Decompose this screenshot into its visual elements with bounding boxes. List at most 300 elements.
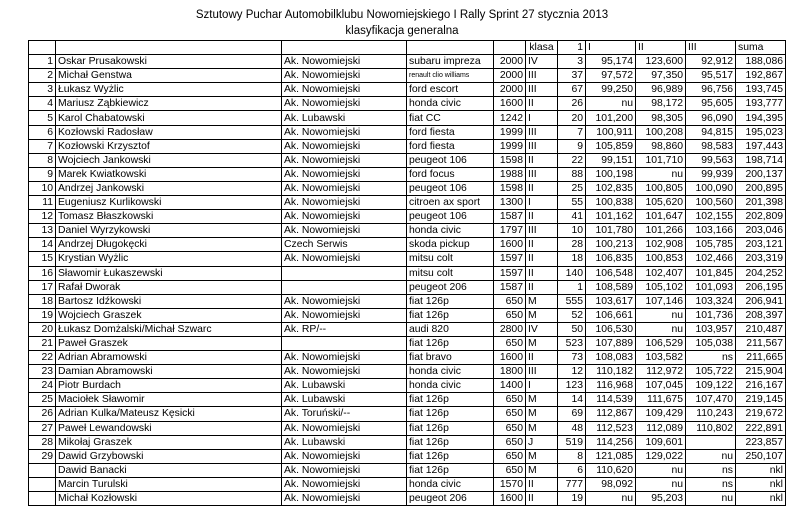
document-subtitle: klasyfikacja generalna (345, 25, 459, 37)
table-header-row (29, 41, 786, 55)
total-time: 192,867 (736, 69, 786, 83)
run-1-time: 116,968 (586, 379, 636, 393)
table-row (29, 336, 786, 350)
run-3-time: 103,166 (686, 224, 736, 238)
car-model: subaru impreza (407, 55, 494, 69)
table-row (29, 69, 786, 83)
class-cell: IV (526, 55, 558, 69)
run-2-time: 97,350 (636, 69, 686, 83)
engine-capacity: 1598 (494, 153, 526, 167)
class-cell: M (526, 294, 558, 308)
row-position: 18 (29, 294, 56, 308)
start-number: 28 (558, 238, 586, 252)
start-number: 41 (558, 210, 586, 224)
class-cell: II (526, 351, 558, 365)
engine-capacity: 1570 (494, 477, 526, 491)
table-row (29, 153, 786, 167)
total-time: 202,809 (736, 210, 786, 224)
car-model: renault clio williams (407, 69, 494, 83)
start-number: 73 (558, 351, 586, 365)
car-model: honda civic (407, 224, 494, 238)
run-1-time: 99,151 (586, 153, 636, 167)
start-number: 25 (558, 181, 586, 195)
run-1-time: 106,530 (586, 322, 636, 336)
start-number: 7 (558, 125, 586, 139)
engine-capacity: 650 (494, 421, 526, 435)
club-name: Ak. Nowomiejski (282, 224, 407, 238)
start-number: 69 (558, 407, 586, 421)
run-2-time: 123,600 (636, 55, 686, 69)
start-number: 88 (558, 167, 586, 181)
start-number: 19 (558, 492, 586, 506)
start-number: 50 (558, 322, 586, 336)
driver-name: Marcin Turulski (56, 477, 282, 491)
start-number: 14 (558, 393, 586, 407)
car-model: fiat 126p (407, 421, 494, 435)
engine-capacity: 650 (494, 308, 526, 322)
table-row (29, 125, 786, 139)
driver-name: Dawid Banacki (56, 463, 282, 477)
car-model: fiat 126p (407, 308, 494, 322)
start-number: 10 (558, 224, 586, 238)
row-position: 1 (29, 55, 56, 69)
run-2-time: 106,529 (636, 336, 686, 350)
car-model: mitsu colt (407, 266, 494, 280)
club-name: Ak. Nowomiejski (282, 492, 407, 506)
class-cell: M (526, 308, 558, 322)
table-row (29, 238, 786, 252)
run-3-time: nu (686, 492, 736, 506)
run-2-time: 100,208 (636, 125, 686, 139)
club-name: Ak. Lubawski (282, 111, 407, 125)
class-cell: M (526, 336, 558, 350)
engine-capacity: 650 (494, 449, 526, 463)
header-klasa: klasa (526, 41, 558, 55)
run-2-time: 101,266 (636, 224, 686, 238)
table-row (29, 435, 786, 449)
total-time: 210,487 (736, 322, 786, 336)
total-time: 193,745 (736, 83, 786, 97)
start-number: 52 (558, 308, 586, 322)
table-row (29, 294, 786, 308)
class-cell: M (526, 407, 558, 421)
run-3-time: 109,122 (686, 379, 736, 393)
engine-capacity: 2000 (494, 83, 526, 97)
run-1-time: 106,661 (586, 308, 636, 322)
row-position: 6 (29, 125, 56, 139)
run-1-time: 100,838 (586, 196, 636, 210)
engine-capacity: 650 (494, 435, 526, 449)
run-2-time: 112,089 (636, 421, 686, 435)
engine-capacity: 1600 (494, 97, 526, 111)
total-time: nkl (736, 463, 786, 477)
car-model: honda civic (407, 379, 494, 393)
run-3-time: 96,756 (686, 83, 736, 97)
row-position: 24 (29, 379, 56, 393)
total-time: 211,567 (736, 336, 786, 350)
table-row (29, 365, 786, 379)
run-3-time: 110,243 (686, 407, 736, 421)
driver-name: Eugeniusz Kurlikowski (56, 196, 282, 210)
engine-capacity: 1598 (494, 181, 526, 195)
total-time: 188,086 (736, 55, 786, 69)
run-3-time: 100,560 (686, 196, 736, 210)
start-number: 18 (558, 252, 586, 266)
class-cell: IV (526, 322, 558, 336)
class-cell: III (526, 139, 558, 153)
table-row (29, 407, 786, 421)
engine-capacity: 1600 (494, 238, 526, 252)
car-model: mitsu colt (407, 252, 494, 266)
engine-capacity: 1597 (494, 266, 526, 280)
table-row (29, 379, 786, 393)
driver-name: Wojciech Graszek (56, 308, 282, 322)
run-2-time: 105,102 (636, 280, 686, 294)
engine-capacity: 2000 (494, 69, 526, 83)
car-model: fiat 126p (407, 336, 494, 350)
driver-name: Daniel Wyrzykowski (56, 224, 282, 238)
driver-name: Łukasz Domżalski/Michał Szwarc (56, 322, 282, 336)
class-cell: III (526, 224, 558, 238)
engine-capacity: 650 (494, 393, 526, 407)
engine-capacity: 1400 (494, 379, 526, 393)
run-1-time: 100,213 (586, 238, 636, 252)
start-number: 9 (558, 139, 586, 153)
car-model: honda civic (407, 365, 494, 379)
table-row (29, 308, 786, 322)
class-cell: III (526, 365, 558, 379)
start-number: 555 (558, 294, 586, 308)
row-position: 13 (29, 224, 56, 238)
run-1-time: 106,835 (586, 252, 636, 266)
run-3-time: 99,563 (686, 153, 736, 167)
document-title: Sztutowy Puchar Automobilklubu Nowomiejskiego I Rally Sprint 27 stycznia 2013 (195, 9, 609, 21)
total-time: 194,395 (736, 111, 786, 125)
engine-capacity: 2800 (494, 322, 526, 336)
engine-capacity: 1597 (494, 252, 526, 266)
total-time: 200,137 (736, 167, 786, 181)
run-2-time: 103,582 (636, 351, 686, 365)
header-club (282, 41, 407, 55)
engine-capacity: 1587 (494, 280, 526, 294)
engine-capacity: 1800 (494, 365, 526, 379)
start-number: 8 (558, 449, 586, 463)
club-name: Ak. Lubawski (282, 393, 407, 407)
engine-capacity: 1999 (494, 139, 526, 153)
run-3-time: 105,038 (686, 336, 736, 350)
table-row (29, 421, 786, 435)
club-name: Ak. Nowomiejski (282, 421, 407, 435)
engine-capacity: 650 (494, 407, 526, 421)
table-row (29, 55, 786, 69)
total-time: nkl (736, 477, 786, 491)
car-model: fiat 126p (407, 294, 494, 308)
car-model: fiat 126p (407, 435, 494, 449)
run-3-time: 107,470 (686, 393, 736, 407)
start-number: 140 (558, 266, 586, 280)
row-position: 11 (29, 196, 56, 210)
row-position: 12 (29, 210, 56, 224)
driver-name: Kozłowski Krzysztof (56, 139, 282, 153)
run-3-time: 100,090 (686, 181, 736, 195)
engine-capacity: 2000 (494, 55, 526, 69)
total-time: nkl (736, 492, 786, 506)
run-1-time: 103,617 (586, 294, 636, 308)
run-1-time: 101,162 (586, 210, 636, 224)
run-2-time: 98,860 (636, 139, 686, 153)
row-position: 26 (29, 407, 56, 421)
run-1-time: nu (586, 492, 636, 506)
row-position: 22 (29, 351, 56, 365)
row-position: 9 (29, 167, 56, 181)
car-model: honda civic (407, 97, 494, 111)
run-2-time: 112,972 (636, 365, 686, 379)
start-number: 519 (558, 435, 586, 449)
total-time: 211,665 (736, 351, 786, 365)
run-2-time: nu (636, 477, 686, 491)
driver-name: Michał Genstwa (56, 69, 282, 83)
class-cell: I (526, 111, 558, 125)
header-t1: I (586, 41, 636, 55)
table-row (29, 351, 786, 365)
engine-capacity: 650 (494, 336, 526, 350)
class-cell: I (526, 196, 558, 210)
row-position: 17 (29, 280, 56, 294)
class-cell: II (526, 210, 558, 224)
total-time: 216,167 (736, 379, 786, 393)
row-position: 23 (29, 365, 56, 379)
engine-capacity: 1797 (494, 224, 526, 238)
total-time: 219,672 (736, 407, 786, 421)
row-position: 28 (29, 435, 56, 449)
run-3-time: 102,155 (686, 210, 736, 224)
start-number: 1 (558, 280, 586, 294)
car-model: skoda pickup (407, 238, 494, 252)
class-cell: M (526, 393, 558, 407)
total-time: 201,398 (736, 196, 786, 210)
run-3-time: ns (686, 477, 736, 491)
club-name: Ak. Nowomiejski (282, 167, 407, 181)
class-cell: II (526, 153, 558, 167)
table-row (29, 210, 786, 224)
driver-name: Marek Kwiatkowski (56, 167, 282, 181)
run-3-time: 101,093 (686, 280, 736, 294)
run-3-time: 102,466 (686, 252, 736, 266)
class-cell: I (526, 379, 558, 393)
run-3-time: 99,939 (686, 167, 736, 181)
driver-name: Piotr Burdach (56, 379, 282, 393)
total-time: 203,046 (736, 224, 786, 238)
results-table-body (29, 41, 786, 506)
row-position: 2 (29, 69, 56, 83)
car-model: ford escort (407, 83, 494, 97)
car-model: peugeot 106 (407, 153, 494, 167)
table-row (29, 477, 786, 491)
club-name: Ak. Nowomiejski (282, 449, 407, 463)
driver-name: Krystian Wyżlic (56, 252, 282, 266)
run-3-time: 92,912 (686, 55, 736, 69)
results-table (28, 40, 786, 506)
driver-name: Michał Kozłowski (56, 492, 282, 506)
run-1-time: 114,256 (586, 435, 636, 449)
club-name: Ak. Nowomiejski (282, 153, 407, 167)
run-1-time: 98,092 (586, 477, 636, 491)
driver-name: Sławomir Łukaszewski (56, 266, 282, 280)
club-name: Ak. Nowomiejski (282, 181, 407, 195)
row-position: 20 (29, 322, 56, 336)
driver-name: Paweł Graszek (56, 336, 282, 350)
run-3-time: nu (686, 449, 736, 463)
class-cell: M (526, 421, 558, 435)
table-row (29, 266, 786, 280)
run-2-time: 98,172 (636, 97, 686, 111)
class-cell: III (526, 167, 558, 181)
run-2-time: 102,407 (636, 266, 686, 280)
club-name: Ak. Nowomiejski (282, 252, 407, 266)
header-t2: II (636, 41, 686, 55)
driver-name: Paweł Lewandowski (56, 421, 282, 435)
car-model: fiat 126p (407, 407, 494, 421)
run-3-time: ns (686, 463, 736, 477)
total-time: 206,941 (736, 294, 786, 308)
table-row (29, 449, 786, 463)
start-number: 6 (558, 463, 586, 477)
run-1-time: 100,911 (586, 125, 636, 139)
run-3-time: 101,845 (686, 266, 736, 280)
run-2-time: 111,675 (636, 393, 686, 407)
row-position (29, 492, 56, 506)
engine-capacity: 650 (494, 294, 526, 308)
run-1-time: 99,250 (586, 83, 636, 97)
total-time: 197,443 (736, 139, 786, 153)
class-cell: II (526, 238, 558, 252)
run-2-time: 107,045 (636, 379, 686, 393)
club-name (282, 336, 407, 350)
club-name: Ak. Toruński/-- (282, 407, 407, 421)
run-2-time: 101,647 (636, 210, 686, 224)
start-number: 523 (558, 336, 586, 350)
run-2-time: 98,305 (636, 111, 686, 125)
run-3-time: 95,605 (686, 97, 736, 111)
header-nr: 1 (558, 41, 586, 55)
driver-name: Mariusz Ząbkiewicz (56, 97, 282, 111)
car-model: fiat 126p (407, 449, 494, 463)
row-position: 8 (29, 153, 56, 167)
run-1-time: 107,889 (586, 336, 636, 350)
run-1-time: 105,859 (586, 139, 636, 153)
car-model: fiat 126p (407, 393, 494, 407)
class-cell: II (526, 492, 558, 506)
driver-name: Damian Abramowski (56, 365, 282, 379)
club-name: Ak. RP/-- (282, 322, 407, 336)
table-row (29, 111, 786, 125)
start-number: 67 (558, 83, 586, 97)
car-model: fiat 126p (407, 463, 494, 477)
table-row (29, 492, 786, 506)
driver-name: Rafał Dworak (56, 280, 282, 294)
start-number: 777 (558, 477, 586, 491)
car-model: ford fiesta (407, 125, 494, 139)
driver-name: Dawid Grzybowski (56, 449, 282, 463)
table-row (29, 322, 786, 336)
total-time: 206,195 (736, 280, 786, 294)
header-suma: suma (736, 41, 786, 55)
start-number: 48 (558, 421, 586, 435)
class-cell: II (526, 252, 558, 266)
start-number: 22 (558, 153, 586, 167)
total-time: 219,145 (736, 393, 786, 407)
total-time: 222,891 (736, 421, 786, 435)
run-3-time: 103,957 (686, 322, 736, 336)
driver-name: Wojciech Jankowski (56, 153, 282, 167)
class-cell: II (526, 97, 558, 111)
driver-name: Mikołaj Graszek (56, 435, 282, 449)
start-number: 26 (558, 97, 586, 111)
table-row (29, 83, 786, 97)
total-time: 223,857 (736, 435, 786, 449)
club-name: Ak. Nowomiejski (282, 365, 407, 379)
total-time: 208,397 (736, 308, 786, 322)
driver-name: Adrian Abramowski (56, 351, 282, 365)
run-3-time: 98,583 (686, 139, 736, 153)
table-row (29, 224, 786, 238)
run-2-time: 105,620 (636, 196, 686, 210)
club-name: Ak. Nowomiejski (282, 83, 407, 97)
header-car (407, 41, 494, 55)
driver-name: Tomasz Błaszkowski (56, 210, 282, 224)
row-position: 15 (29, 252, 56, 266)
club-name (282, 280, 407, 294)
run-1-time: 110,182 (586, 365, 636, 379)
engine-capacity: 1600 (494, 492, 526, 506)
run-2-time: 96,989 (636, 83, 686, 97)
run-1-time: 108,589 (586, 280, 636, 294)
car-model: ford focus (407, 167, 494, 181)
run-1-time: 101,780 (586, 224, 636, 238)
driver-name: Bartosz Idźkowski (56, 294, 282, 308)
run-3-time: 103,324 (686, 294, 736, 308)
run-2-time: 100,853 (636, 252, 686, 266)
run-2-time: nu (636, 463, 686, 477)
run-3-time: 96,090 (686, 111, 736, 125)
row-position: 5 (29, 111, 56, 125)
row-position: 10 (29, 181, 56, 195)
total-time: 193,777 (736, 97, 786, 111)
class-cell: II (526, 181, 558, 195)
total-time: 204,252 (736, 266, 786, 280)
class-cell: II (526, 280, 558, 294)
car-model: fiat bravo (407, 351, 494, 365)
car-model: peugeot 106 (407, 210, 494, 224)
run-1-time: 110,620 (586, 463, 636, 477)
table-row (29, 139, 786, 153)
run-1-time: 112,523 (586, 421, 636, 435)
driver-name: Andrzej Jankowski (56, 181, 282, 195)
engine-capacity: 1587 (494, 210, 526, 224)
header-pos (29, 41, 56, 55)
header-t3: III (686, 41, 736, 55)
run-2-time: 102,908 (636, 238, 686, 252)
run-3-time: 94,815 (686, 125, 736, 139)
row-position: 19 (29, 308, 56, 322)
table-row (29, 167, 786, 181)
run-2-time: 107,146 (636, 294, 686, 308)
header-name (56, 41, 282, 55)
run-1-time: 114,539 (586, 393, 636, 407)
car-model: peugeot 206 (407, 280, 494, 294)
run-1-time: 108,083 (586, 351, 636, 365)
class-cell: III (526, 69, 558, 83)
